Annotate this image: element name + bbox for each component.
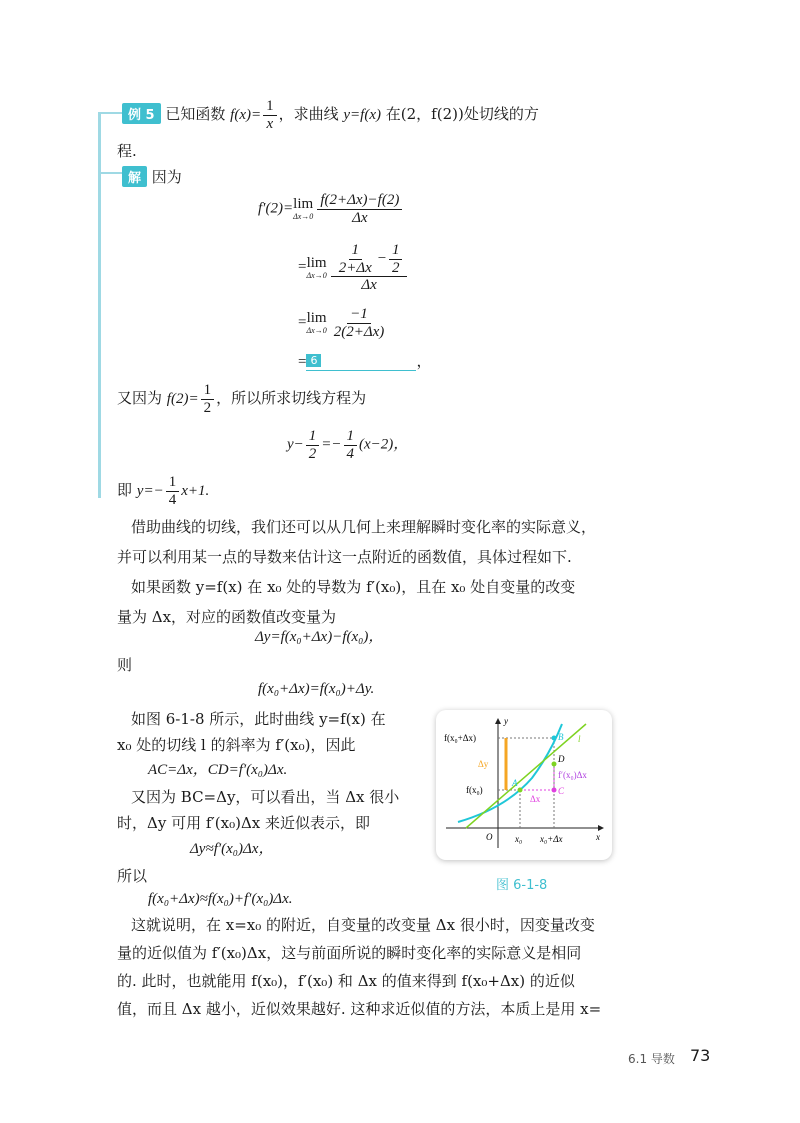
page-number: 73	[690, 1046, 711, 1065]
so-text: 所以	[117, 867, 148, 885]
label-l: l	[578, 734, 581, 744]
tan-num1: 1	[306, 428, 320, 446]
solution-intro: 因为	[151, 168, 182, 186]
lim-text: lim	[293, 196, 314, 212]
then-text: 则	[117, 656, 133, 674]
line2-frac	[331, 242, 408, 294]
result-frac	[166, 474, 180, 508]
eq-3: =	[298, 314, 307, 331]
frac-den: x	[266, 115, 274, 132]
answer-blank[interactable]	[306, 354, 416, 371]
lim-sub: Δx→0	[293, 212, 314, 221]
lim-sub: Δx→0	[306, 326, 327, 335]
line2-minus: −	[376, 250, 387, 267]
point-b	[552, 736, 557, 741]
also-den: 2	[203, 399, 212, 416]
example-frac	[263, 98, 277, 132]
example-text-d: 程.	[117, 142, 137, 160]
example-side-rule	[98, 112, 101, 498]
p4-line-1: 又因为 BC=Δy，可以看出，当 Δx 很小	[131, 788, 400, 806]
p2-line-1: 如果函数 y=f(x) 在 x₀ 处的导数为 f′(x₀)，且在 x₀ 处自变量的改变	[131, 578, 576, 596]
footer-title: 导数	[650, 1052, 675, 1066]
label-a: A	[512, 778, 518, 788]
line2-num	[331, 242, 408, 277]
line1-frac	[317, 192, 402, 226]
line2-b	[389, 242, 403, 276]
p5-line-4: 值，而且 Δx 越小，近似效果越好. 这种求近似值的方法，本质上是用 x=	[117, 1000, 602, 1018]
x-axis-arrow	[598, 825, 604, 831]
example-top-rule	[98, 112, 122, 114]
example-heading	[122, 98, 539, 132]
solution-heading	[122, 166, 182, 187]
equation-4: Δy≈f′(x₀)Δx，	[190, 841, 274, 857]
label-d: D	[558, 754, 565, 764]
lim-text: lim	[306, 254, 327, 271]
equation-2: f(x₀+Δx)=f(x₀)+Δy.	[258, 681, 375, 697]
answer-number: 6	[306, 354, 321, 367]
line2-den: Δx	[361, 277, 377, 293]
p5-line-3: 的. 此时，也就能用 f(x₀)，f′(x₀) 和 Δx 的值来得到 f(x₀+Δx) 的近似	[117, 972, 575, 990]
label-fx0: f(x₀)	[466, 785, 483, 795]
line2-b-den: 2	[391, 259, 400, 276]
footer-section	[628, 1050, 675, 1067]
line1-den: Δx	[352, 209, 368, 226]
tan-frac-1	[306, 428, 320, 462]
y-axis-arrow	[495, 718, 501, 724]
label-dy: Δy	[478, 759, 489, 769]
line2-a-den: 2+Δx	[338, 259, 372, 276]
also-line	[117, 382, 366, 416]
label-dx: Δx	[530, 794, 541, 804]
also-a: 又因为	[117, 389, 163, 407]
line3-frac	[331, 306, 388, 340]
tan-c: (x−2)，	[359, 436, 409, 453]
label-x0dx: x₀+Δx	[540, 834, 563, 844]
result-num: 1	[166, 474, 180, 492]
also-b: ，所以所求切线方程为	[216, 389, 367, 407]
equation-3: AC=Δx，CD=f′(x₀)Δx.	[148, 762, 288, 778]
line2-a	[336, 242, 375, 276]
point-a	[518, 788, 523, 793]
p5-line-1: 这就说明，在 x=x₀ 的附近，自变量的改变量 Δx 很小时，因变量改变	[131, 916, 595, 934]
tan-num2: 1	[344, 428, 358, 446]
line2-a-num: 1	[349, 242, 363, 260]
comma: ，	[416, 354, 432, 370]
p1-line-2: 并可以利用某一点的导数来估计这一点附近的函数值，具体过程如下.	[117, 548, 572, 566]
p5-line-2: 量的近似值为 f′(x₀)Δx，这与前面所说的瞬时变化率的实际意义是相同	[117, 944, 582, 962]
figure-caption: 图 6-1-8	[496, 878, 548, 893]
result-line	[117, 474, 209, 508]
p2-line-2: 量为 Δx，对应的函数值改变量为	[117, 608, 337, 626]
line3-num: −1	[347, 306, 371, 324]
solution-line-2	[298, 242, 409, 294]
equation-5: f(x₀+Δx)≈f(x₀)+f′(x₀)Δx.	[148, 891, 293, 907]
eq-4: =	[298, 354, 307, 370]
tan-den2: 4	[346, 445, 355, 462]
solution-line-4	[298, 350, 431, 371]
label-c: C	[558, 786, 565, 796]
solution-line-3	[298, 306, 389, 340]
lim-3	[306, 311, 326, 335]
y-label: y	[504, 716, 508, 726]
origin-label: O	[486, 832, 493, 842]
tan-b: =−	[321, 436, 342, 453]
result-b: y=−	[136, 483, 164, 499]
line3-den: 2(2+Δx)	[333, 323, 385, 340]
line2-b-num: 1	[389, 242, 403, 260]
point-d	[552, 762, 557, 767]
p3-line-2: x₀ 处的切线 l 的斜率为 f′(x₀)，因此	[117, 736, 356, 754]
solution-line-1	[258, 192, 404, 226]
label-b: B	[558, 732, 564, 742]
tan-a: y−	[287, 436, 304, 453]
also-f: f(2)=	[166, 391, 199, 407]
example-text-a: 已知函数	[165, 105, 226, 123]
example-tag: 例 5	[122, 103, 161, 124]
example-curve: y=f(x)	[343, 107, 381, 123]
lim-sub: Δx→0	[306, 270, 327, 280]
tan-den1: 2	[308, 445, 317, 462]
solution-tag: 解	[122, 166, 147, 187]
p1-line-1: 借助曲线的切线，我们还可以从几何上来理解瞬时变化率的实际意义，	[131, 518, 597, 536]
result-a: 即	[117, 481, 133, 499]
result-c: x+1.	[181, 483, 210, 499]
lim-1	[293, 197, 313, 221]
tan-frac-2	[344, 428, 358, 462]
example-text-c: 在(2，f(2))处切线的方	[385, 105, 539, 123]
tangent-equation	[287, 428, 408, 462]
solution-rule	[98, 172, 122, 174]
point-c	[552, 788, 557, 793]
also-num: 1	[201, 382, 215, 400]
example-func: f(x)=	[230, 107, 262, 123]
x-label: x	[596, 832, 600, 842]
label-x0: x₀	[515, 834, 523, 844]
label-fprime: f′(x₀)Δx	[558, 770, 587, 780]
figure-svg	[436, 710, 612, 860]
lim-2	[306, 256, 326, 280]
p3-line-1: 如图 6-1-8 所示，此时曲线 y=f(x) 在	[131, 710, 386, 728]
footer-section-number: 6.1	[628, 1052, 648, 1066]
also-frac	[201, 382, 215, 416]
label-fx0dx: f(x₀+Δx)	[444, 733, 476, 743]
figure-6-1-8	[436, 710, 612, 860]
eq-2: =	[298, 259, 307, 276]
line1-lhs: f′(2)=	[258, 200, 294, 217]
lim-text: lim	[306, 310, 327, 326]
frac-num: 1	[263, 98, 277, 116]
line1-num: f(2+Δx)−f(2)	[317, 192, 402, 210]
result-den: 4	[168, 491, 177, 508]
equation-1: Δy=f(x₀+Δx)−f(x₀)，	[255, 629, 384, 645]
example-text-b: ，求曲线	[278, 105, 339, 123]
p4-line-2: 时，Δy 可用 f′(x₀)Δx 来近似表示，即	[117, 814, 371, 832]
